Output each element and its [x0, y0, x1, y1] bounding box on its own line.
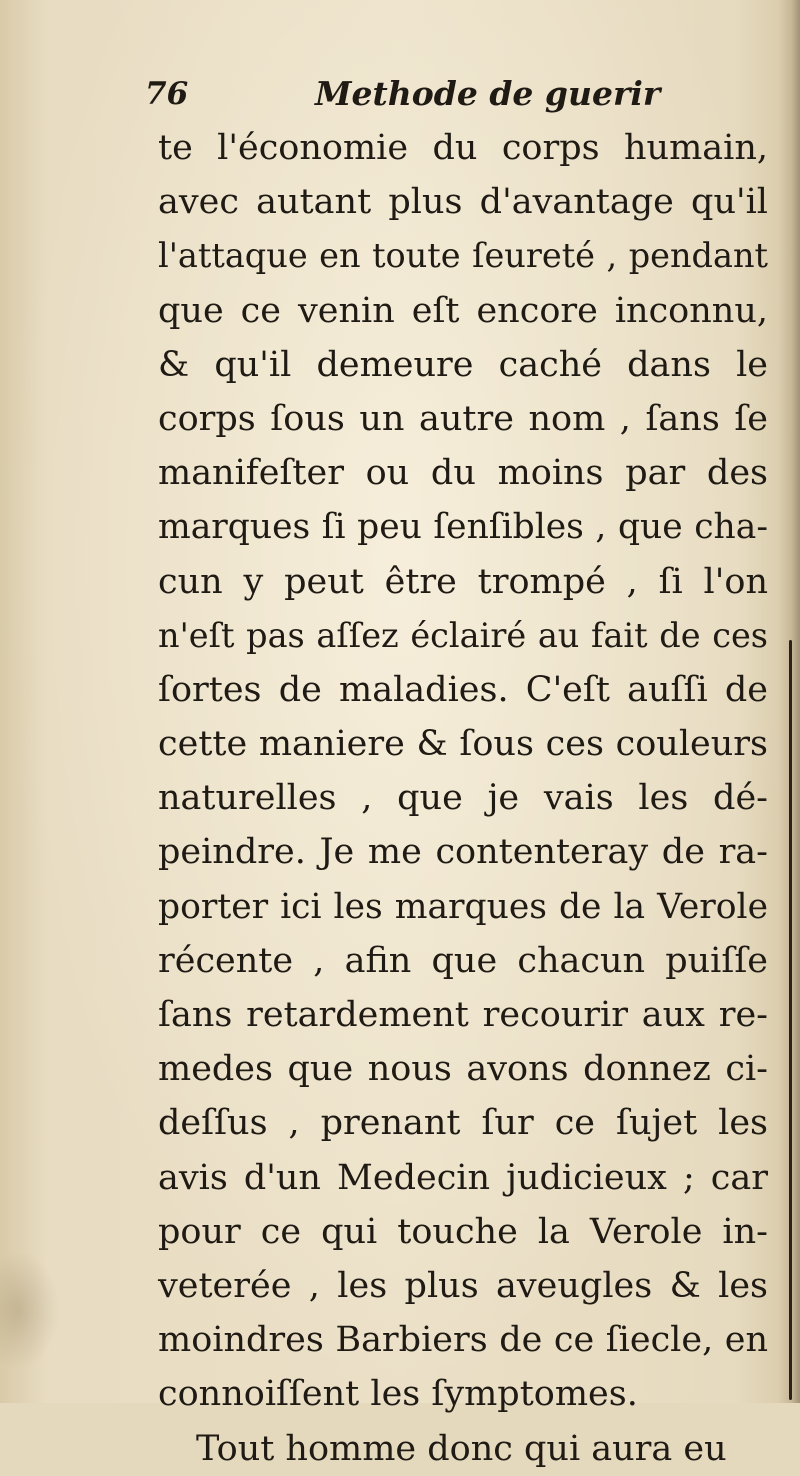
text-line: pour ce qui touche la Verole in-	[158, 1211, 768, 1252]
text-line: cun y peut être trompé , ſi l'on	[158, 561, 768, 602]
paper-stain	[0, 1250, 60, 1370]
text-line: veterée , les plus aveugles & les	[158, 1265, 768, 1306]
text-line: avec autant plus d'avantage qu'il	[158, 182, 768, 223]
text-line: avis d'un Medecin judicieux ; car	[158, 1157, 768, 1198]
paragraph-start-line: Tout homme donc qui aura eu	[196, 1428, 727, 1469]
text-line: cette maniere & ſous ces couleurs	[158, 724, 768, 765]
text-line: deſſus , prenant ſur ce ſujet les	[158, 1103, 768, 1144]
binding-edge-line	[789, 640, 792, 1400]
text-line: & qu'il demeure caché dans le	[158, 344, 768, 385]
text-line: que ce venin eſt encore inconnu,	[158, 290, 768, 331]
text-line: marques ſi peu ſenſibles , que cha-	[158, 507, 768, 548]
text-line: corps ſous un autre nom , ſans ſe	[158, 398, 768, 439]
page-number: 76	[145, 76, 189, 112]
text-line: manifeſter ou du moins par des	[158, 453, 768, 494]
text-line: ſortes de maladies. C'eſt auſſi de	[158, 669, 768, 710]
text-line: récente , afin que chacun puiſſe	[158, 940, 768, 981]
text-line: te l'économie du corps humain,	[158, 128, 768, 168]
running-title: Methode de guerir	[315, 74, 661, 113]
text-line: peindre. Je me contenteray de ra-	[158, 832, 768, 873]
text-line: ſans retardement recourir aux re-	[158, 995, 768, 1035]
body-text	[158, 121, 768, 1476]
text-line: moindres Barbiers de ce ſiecle, en	[158, 1320, 768, 1361]
text-line: n'eſt pas aſſez éclairé au fait de ces	[158, 615, 768, 655]
paragraph-end-line: connoiſſent les ſymptomes.	[158, 1374, 638, 1415]
text-line: naturelles , que je vais les dé-	[158, 778, 768, 819]
page-header	[145, 68, 765, 124]
text-line: porter ici les marques de la Verole	[158, 886, 768, 927]
text-line: medes que nous avons donnez ci-	[158, 1049, 768, 1090]
text-line: l'attaque en toute ſeureté , pendant	[158, 236, 768, 276]
